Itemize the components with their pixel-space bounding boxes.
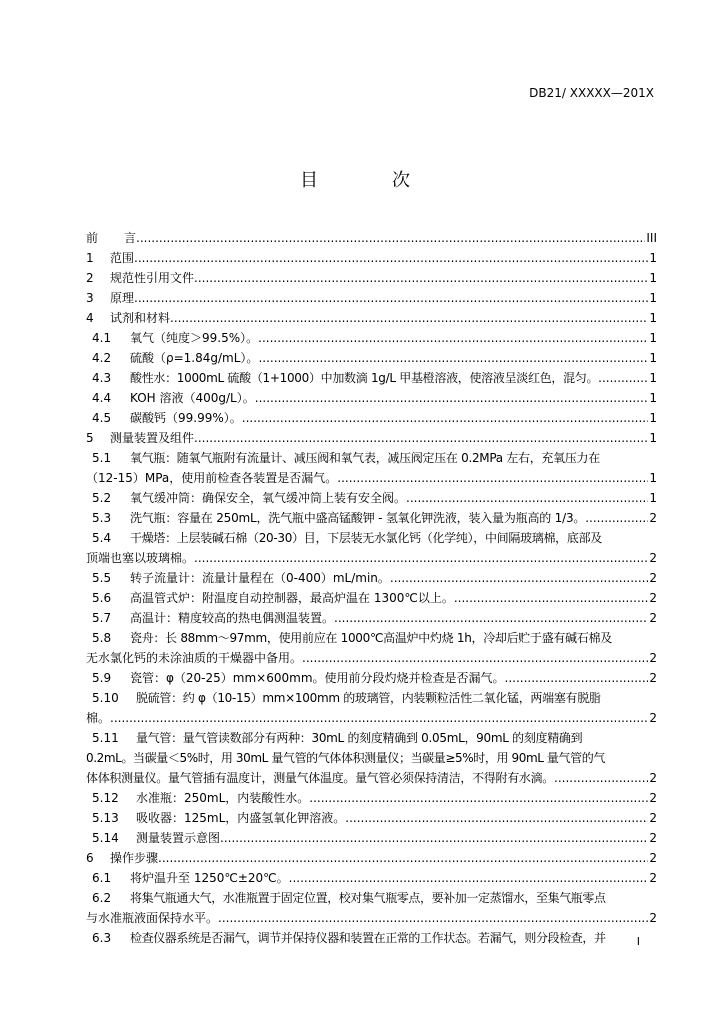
toc-num: 5.2: [92, 491, 112, 505]
toc-num: 5.12: [92, 791, 119, 805]
toc-text: 硫酸（ρ=1.84g/mL）。: [130, 351, 259, 365]
leader-dots: [158, 848, 648, 868]
toc-text: 将炉温升至 1250℃±20℃。: [130, 871, 289, 885]
toc-entry-4-2[interactable]: [86, 348, 657, 368]
toc-entry-5-8[interactable]: [86, 628, 657, 668]
toc-num: 5.10: [92, 691, 119, 705]
toc-text: （12-15）MPa，使用前检查各装置是否漏气。: [86, 471, 338, 485]
toc-num: 2: [86, 271, 94, 285]
toc-page: 1: [649, 471, 657, 485]
toc-entry-5-6[interactable]: [86, 588, 657, 608]
toc-text: 与水准瓶液面保持水平。: [86, 911, 219, 925]
leader-dots: [194, 548, 648, 568]
toc-entry-5-13[interactable]: [86, 808, 657, 828]
toc-num: 4.2: [92, 351, 112, 365]
toc-num: 5.4: [92, 531, 112, 545]
toc-page: 2: [649, 851, 657, 865]
leader-dots: [585, 508, 648, 528]
leader-dots: [170, 308, 648, 328]
toc-text: 转子流量计：流量计量程在（0-400）mL/min。: [130, 571, 390, 585]
toc-page: 1: [649, 291, 657, 305]
toc-page: 2: [649, 671, 657, 685]
toc-text: 水准瓶：250mL，内装酸性水。: [136, 791, 310, 805]
toc-text: 检查仪器系统是否漏气，调节并保持仪器和装置在正常的工作状态。若漏气，则分段检查，并: [130, 931, 606, 945]
leader-dots: [220, 828, 648, 848]
toc-text: 原理: [110, 291, 135, 305]
toc-entry-4-4[interactable]: [86, 388, 657, 408]
toc-text: 酸性水：1000mL 硫酸（1+1000）中加数滴 1g/L 甲基橙溶液，使溶液呈淡红色，混匀。: [130, 371, 599, 385]
toc-page: 1: [649, 431, 657, 445]
toc-entry-5-5[interactable]: [86, 568, 657, 588]
toc-entry-4-3[interactable]: [86, 368, 657, 388]
leader-dots: [554, 768, 648, 788]
toc-title: 目 次: [300, 170, 438, 191]
toc-text: 试剂和材料: [110, 311, 171, 325]
toc-num: 1: [86, 251, 94, 265]
toc-text: 无水氯化钙的未涂油质的干燥器中备用。: [86, 651, 303, 665]
leader-dots: [258, 348, 648, 368]
toc-page: 2: [649, 651, 657, 665]
toc-text: 洗气瓶：容量在 250mL，洗气瓶中盛高锰酸钾 - 氢氧化钾洗液，装入量为瓶高的 1/3。: [130, 511, 586, 525]
page-number: I: [636, 935, 640, 948]
toc-num: 5.1: [92, 451, 112, 465]
toc-entry-5-11[interactable]: [86, 728, 657, 788]
toc-page: 2: [649, 871, 657, 885]
toc-page: 1: [649, 331, 657, 345]
toc-text: 氧气瓶：随氧气瓶附有流量计、减压阀和氧气表，减压阀定压在 0.2MPa 左右，充氧压力在: [130, 451, 600, 465]
toc-page: 2: [649, 511, 657, 525]
leader-dots: [390, 568, 648, 588]
toc-entry-5-7[interactable]: [86, 608, 657, 628]
toc-num: 4.5: [92, 411, 112, 425]
toc-num: 6: [86, 851, 94, 865]
toc-entry-6[interactable]: [86, 848, 657, 868]
toc-num: 5.8: [92, 631, 112, 645]
toc-num: 5.9: [92, 671, 112, 685]
toc-page: 2: [649, 611, 657, 625]
leader-dots: [258, 328, 648, 348]
toc-num: 5.5: [92, 571, 112, 585]
toc-entry-5-3[interactable]: [86, 508, 657, 528]
leader-dots: [136, 228, 645, 248]
leader-dots: [302, 648, 648, 668]
toc-num: 前: [86, 231, 99, 245]
document-code: DB21/ XXXXX—201X: [529, 86, 654, 100]
leader-dots: [454, 588, 649, 608]
toc-num: 5.7: [92, 611, 112, 625]
toc-text: 言: [124, 231, 137, 245]
leader-dots: [289, 868, 649, 888]
toc-entry-5-14[interactable]: [86, 828, 657, 848]
toc-page: 2: [649, 831, 657, 845]
toc-entry-5-10[interactable]: [86, 688, 657, 728]
toc-text: 吸收器：125mL，内盛氢氧化钾溶液。: [136, 811, 346, 825]
toc-page: 1: [649, 411, 657, 425]
toc-page: 1: [649, 391, 657, 405]
toc-entry-4-5[interactable]: [86, 408, 657, 428]
toc-num: 6.1: [92, 871, 112, 885]
toc-entry-3[interactable]: [86, 288, 657, 308]
leader-dots: [194, 428, 648, 448]
toc-text: 范围: [110, 251, 135, 265]
toc-page: 2: [649, 571, 657, 585]
toc-num: 5.6: [92, 591, 112, 605]
toc-entry-5[interactable]: [86, 428, 657, 448]
toc-entry-4[interactable]: [86, 308, 657, 328]
toc-text: 体体积测量仪。量气管插有温度计，测量气体温度。量气管必须保持清洁，不得附有水滴。: [86, 771, 555, 785]
toc-num: 6.2: [92, 891, 112, 905]
toc-page: 2: [649, 711, 657, 725]
leader-dots: [337, 468, 648, 488]
leader-dots: [309, 788, 648, 808]
leader-dots: [255, 388, 649, 408]
toc-text: 碳酸钙（99.99%）。: [130, 411, 242, 425]
toc-entry-5-4[interactable]: [86, 528, 657, 568]
toc-entry-1[interactable]: [86, 248, 657, 268]
leader-dots: [110, 708, 648, 728]
leader-dots: [406, 488, 648, 508]
toc-page: 2: [649, 911, 657, 925]
leader-dots: [134, 288, 648, 308]
leader-dots: [334, 608, 648, 628]
toc-text: KOH 溶液（400g/L）。: [130, 391, 255, 405]
toc-entry-5-2[interactable]: [86, 488, 657, 508]
toc-entry-6-3[interactable]: [86, 928, 657, 948]
toc-num: 4.4: [92, 391, 112, 405]
table-of-contents: [86, 228, 657, 948]
toc-num: 4.3: [92, 371, 112, 385]
toc-page: 2: [649, 811, 657, 825]
toc-entry-2[interactable]: [86, 268, 657, 288]
toc-entry-5-12[interactable]: [86, 788, 657, 808]
toc-page: 2: [649, 591, 657, 605]
toc-entry-4-1[interactable]: [86, 328, 657, 348]
toc-num: 6.3: [92, 931, 112, 945]
toc-entry-6-2[interactable]: [86, 888, 657, 928]
leader-dots: [242, 408, 649, 428]
toc-page: 1: [649, 371, 657, 385]
toc-page: 2: [649, 551, 657, 565]
toc-num: 5.13: [92, 811, 119, 825]
toc-page: III: [646, 231, 657, 245]
toc-text: 瓷管：φ（20-25）mm×600mm。使用前分段灼烧并检查是否漏气。: [130, 671, 505, 685]
toc-text: 测量装置示意图: [136, 831, 221, 845]
toc-text: 高温计：精度较高的热电偶测温装置。: [130, 611, 335, 625]
toc-entry-foreword[interactable]: [86, 228, 657, 248]
leader-dots: [194, 268, 648, 288]
toc-text: 量气管：量气管读数部分有两种：30mL 的刻度精确到 0.05mL，90mL 的刻度精确到: [136, 731, 583, 745]
toc-num: 5.11: [92, 731, 119, 745]
leader-dots: [134, 248, 648, 268]
toc-num: 3: [86, 291, 94, 305]
toc-text: 0.2mL。当碳量＜5%时，用 30mL 量气管的气体体积测量仪；当碳量≥5%时，用 90mL 量气管的气: [86, 751, 605, 765]
leader-dots: [345, 808, 648, 828]
toc-num: 4: [86, 311, 94, 325]
toc-text: 将集气瓶通大气，水准瓶置于固定位置，校对集气瓶零点，要补加一定蒸馏水，至集气瓶零点: [130, 891, 606, 905]
toc-text: 规范性引用文件: [110, 271, 195, 285]
toc-num: 5: [86, 431, 94, 445]
toc-text: 瓷舟：长 88mm～97mm，使用前应在 1000℃高温炉中灼烧 1h，冷却后贮于盛有碱石棉及: [130, 631, 612, 645]
toc-text: 棉。: [86, 711, 111, 725]
toc-text: 顶端也塞以玻璃棉。: [86, 551, 195, 565]
toc-text: 测量装置及组件: [110, 431, 195, 445]
toc-page: 1: [649, 491, 657, 505]
toc-num: 4.1: [92, 331, 112, 345]
toc-num: 5.14: [92, 831, 119, 845]
leader-dots: [218, 908, 648, 928]
toc-text: 操作步骤: [110, 851, 159, 865]
toc-page: 2: [649, 791, 657, 805]
toc-page: 1: [649, 311, 657, 325]
toc-text: 脱硫管：约 φ（10-15）mm×100mm 的玻璃管，内装颗粒活性二氧化锰，两端塞有脱脂: [136, 691, 601, 705]
leader-dots: [505, 668, 649, 688]
toc-text: 干燥塔：上层装碱石棉（20-30）目，下层装无水氯化钙（化学纯），中间隔玻璃棉，底部及: [130, 531, 602, 545]
toc-page: 1: [649, 351, 657, 365]
toc-page: 2: [649, 771, 657, 785]
toc-page: 1: [649, 271, 657, 285]
toc-entry-5-9[interactable]: [86, 668, 657, 688]
toc-entry-6-1[interactable]: [86, 868, 657, 888]
toc-entry-5-1[interactable]: [86, 448, 657, 488]
leader-dots: [598, 368, 648, 388]
toc-num: 5.3: [92, 511, 112, 525]
toc-page: 1: [649, 251, 657, 265]
toc-text: 氧气缓冲筒：确保安全，氧气缓冲筒上装有安全阀。: [130, 491, 407, 505]
toc-text: 氧气（纯度＞99.5%）。: [130, 331, 259, 345]
toc-text: 高温管式炉：附温度自动控制器，最高炉温在 1300℃以上。: [130, 591, 454, 605]
